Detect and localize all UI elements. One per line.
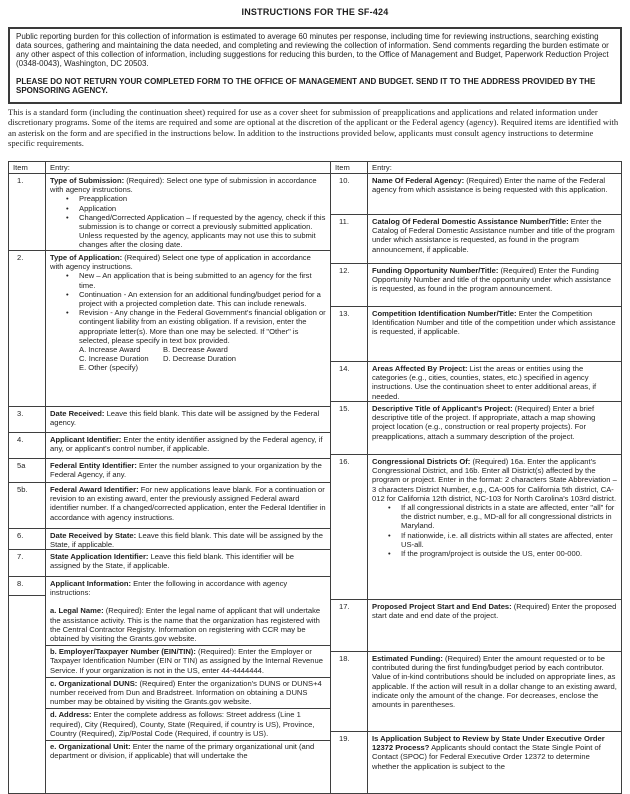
bullet-icon: •: [66, 271, 69, 281]
bullet-text: Continuation - An extension for an additional funding/budget period for a project with a projected completion date. This can include renewals.: [79, 289, 321, 309]
item-number-cell: [331, 732, 368, 794]
bullet-item: [50, 308, 326, 345]
item-header-cell: [331, 162, 368, 173]
entry-cell: [46, 577, 330, 794]
entry-cell: [368, 402, 621, 454]
entry-text: (Required) Enter the organization's DUNS or DUNS+4 number received from Dun and Bradstreet. Information on obtaining a DUNS number may be obtained by visiting the Grants.gov website.: [50, 678, 322, 707]
instruction-row: [331, 651, 621, 731]
bullet-icon: •: [66, 194, 69, 204]
entry-cell: [368, 732, 621, 794]
item-number-cell: [9, 407, 46, 432]
bullet-icon: •: [66, 203, 69, 213]
instruction-row: [9, 458, 330, 482]
entry-term: Estimated Funding:: [372, 654, 443, 663]
entry-cell: [368, 455, 621, 599]
item-number: 19.: [339, 734, 350, 743]
entry-text: Enter the entity identifier assigned by the Federal agency, if any, or applicant's control number, if applicable.: [50, 435, 323, 454]
bullet-item: [50, 290, 326, 308]
item-number-cell: [331, 402, 368, 454]
entry-text: (Required): Enter the legal name of applicant that will undertake the assistance activity. This is the name that the organization has registered with the Central Contractor Registry. Information on registering with CCR may be obtained by visiting the Grants.gov website.: [50, 606, 321, 644]
entry-text: (Required): Enter the Employer or Taxpayer Identification Number (EIN or TIN) as assigned by the Internal Revenue Service. If your organization is not in the US, enter 44-4444444.: [50, 647, 323, 675]
bullet-icon: •: [66, 308, 69, 318]
intro-paragraph: This is a standard form (including the continuation sheet) required for use as a cover sheet for submission of preapplications and applications and related information under discretionary programs. Some of the items are required and some are optional at the discretion of the applicant or the Federal agency (agency). Required items are identified with an asterisk on the form and are specified in the instructions below. In addition to the instructions provided below, applicants must consult agency instructions to determine specific requirements.: [8, 107, 619, 148]
instruction-row: [9, 406, 330, 432]
option-left: A. Increase Award: [79, 345, 141, 355]
item-number-cell: [331, 652, 368, 731]
option-right: D. Decrease Duration: [163, 354, 237, 364]
entry-text: Leave this field blank. This date will be assigned by the State, if applicable.: [50, 531, 323, 550]
entry-text: (Required) Select one type of application in accordance with agency instructions.: [50, 253, 311, 272]
bullet-icon: •: [388, 530, 391, 540]
entry-term: Is Application Subject to Review by State Under Executive Order 12372 Process?: [372, 734, 605, 753]
instruction-row: [9, 432, 330, 458]
entry-cell: [46, 550, 330, 576]
item-number: 8.: [9, 577, 45, 596]
item-number-cell: [9, 483, 46, 528]
instruction-row: [331, 454, 621, 599]
entry-cell: [368, 652, 621, 731]
item-number-cell: [331, 600, 368, 651]
instruction-row: [331, 599, 621, 651]
item-number: 11.: [339, 217, 349, 226]
sub-item-paragraph: [46, 677, 330, 709]
entry-paragraph: [372, 457, 617, 503]
entry-term: Proposed Project Start and End Dates:: [372, 602, 512, 611]
item-number: 14.: [339, 364, 350, 373]
option-pair: [50, 345, 326, 354]
instruction-row: [9, 576, 330, 794]
item-number-cell: [331, 215, 368, 263]
option-right: B. Decrease Award: [163, 345, 228, 355]
item-number-cell: [9, 459, 46, 482]
entry-paragraph: [50, 435, 326, 453]
entry-term: e. Organizational Unit:: [50, 742, 131, 752]
burden-warning: PLEASE DO NOT RETURN YOUR COMPLETED FORM TO THE OFFICE OF MANAGEMENT AND BUDGET. SEND IT TO THE ADDRESS PROVIDED BY THE SPONSORING AGENCY.: [16, 77, 596, 95]
sub-item-paragraph: [46, 740, 330, 762]
entry-term: c. Organizational DUNS:: [50, 678, 138, 688]
item-number-cell: [9, 577, 46, 794]
bullet-item: [50, 213, 326, 250]
instructions-table: [8, 161, 622, 794]
entry-paragraph: [50, 531, 326, 549]
entry-term: Date Received by State:: [50, 531, 137, 540]
item-number: 5a: [17, 461, 26, 470]
entry-text: Enter the Catalog of Federal Domestic Assistance number and title of the program under which assistance is requested, as found in the program announcement, if applicable.: [372, 217, 615, 254]
instruction-row: [331, 401, 621, 454]
bullet-item: [50, 204, 326, 213]
entry-paragraph: [372, 309, 617, 337]
entry-text: Enter the Competition Identification Number and title of the competition under which assistance is requested, if applicable.: [372, 309, 616, 337]
item-number-cell: [9, 251, 46, 406]
option-line: E. Other (specify): [79, 363, 139, 373]
item-number: 15.: [339, 404, 350, 413]
entry-text: (Required) Enter a brief descriptive title of the project. If appropriate, attach a map showing project location (e.g., construction or real property projects). For preapplications, attach a summary description of the project.: [372, 404, 596, 441]
entry-cell: [46, 529, 330, 549]
bullet-text: If all congressional districts in a state are affected, enter "all" for the district number, e.g., MD-all for all congressional districts in Maryland.: [401, 503, 615, 531]
table-header-row: [331, 162, 621, 173]
instruction-row: [9, 528, 330, 549]
bullet-item: [50, 194, 326, 203]
entry-term: d. Address:: [50, 710, 92, 720]
item-header-cell: [9, 162, 46, 173]
item-number: 4.: [17, 435, 24, 444]
bullet-text: If the program/project is outside the US, enter 00-000.: [401, 549, 583, 559]
entry-paragraph: [50, 552, 326, 570]
entry-term: Areas Affected By Project:: [372, 364, 468, 373]
entry-paragraph: [372, 734, 617, 771]
entry-cell: [46, 174, 330, 250]
entry-paragraph: [372, 176, 617, 194]
entry-header-cell: [46, 162, 330, 173]
entry-text: Enter the name of the primary organizational unit (and department or division, if applicable) that will undertake the: [50, 742, 315, 761]
instruction-row: [331, 731, 621, 794]
entry-cell: [368, 264, 621, 306]
entry-text: Applicants should contact the State Single Point of Contact (SPOC) for Federal Executive Order 12372 to determine whether the application is subject to the: [372, 743, 601, 771]
item-number: 10.: [339, 176, 350, 185]
entry-cell: [368, 215, 621, 263]
item-number: 1.: [17, 176, 24, 185]
entry-header-label: Entry:: [50, 163, 70, 172]
item-number-cell: [331, 264, 368, 306]
bullet-text: Changed/Corrected Application – If requested by the agency, check if this submission is to change or correct a previously submitted application. Unless requested by the agency, applicants may not use this to submit changes after the closing date.: [79, 212, 326, 250]
entry-text: (Required) Enter the name of the Federal agency from which assistance is being requested with this application.: [372, 176, 608, 195]
entry-term: Date Received:: [50, 409, 105, 418]
entry-paragraph: [372, 404, 617, 441]
burden-notice-box: [8, 27, 622, 104]
item-number-cell: [331, 362, 368, 401]
bullet-icon: •: [388, 549, 391, 559]
entry-text: For new applications leave blank. For a continuation or revision to an existing award, enter the previously assigned Federal award identifier number. If a changed/corrected application, enter the Federal Identifier in accordance with agency instructions.: [50, 485, 326, 522]
entry-cell: [46, 251, 330, 406]
bullet-text: New – An application that is being submitted to an agency for the first time.: [79, 271, 312, 290]
entry-term: Federal Award Identifier:: [50, 485, 139, 494]
sub-item-paragraph: [46, 605, 330, 645]
item-number: 13.: [339, 309, 350, 318]
entry-cell: [368, 362, 621, 401]
bullet-icon: •: [66, 289, 69, 299]
entry-term: Applicant Information:: [50, 579, 131, 588]
entry-term: State Application Identifier:: [50, 552, 149, 561]
entry-term: Applicant Identifier:: [50, 435, 122, 444]
entry-text: (Required) 16a. Enter the applicant's Congressional District, and 16b. Enter all District(s) affected by the program or project. Enter in the format: 2 characters State Abbreviation – 3 characters District Number, e.g., CA-005 for California 5th district, CA-012 for California 12th district, NC-103 for North Carolina's 103rd district.: [372, 457, 617, 503]
item-number-cell: [9, 550, 46, 576]
item-number-cell: [331, 455, 368, 599]
instruction-row: [331, 173, 621, 214]
entry-paragraph: [372, 602, 617, 620]
sub-item-paragraph: [46, 645, 330, 677]
bullet-text: If nationwide, i.e. all districts within all states are affected, enter US-all.: [401, 530, 613, 549]
right-column-table: [331, 162, 621, 793]
item-number: 12.: [339, 266, 350, 275]
bullet-item: [372, 549, 617, 558]
entry-paragraph: [50, 176, 326, 194]
instruction-row: [9, 549, 330, 576]
entry-term: Type of Submission:: [50, 176, 125, 185]
entry-paragraph: [50, 253, 326, 271]
option-left: C. Increase Duration: [79, 354, 149, 364]
entry-term: Type of Application:: [50, 253, 123, 262]
entry-text: (Required) Enter the amount requested or to be contributed during the first funding/budget period by each contributor. Value of in-kind contributions should be included on appropriate lines, as applicable. If the action will result in a dollar change to an existing award, indicate only the amount of the change. For decreases, enclose the amounts in parentheses.: [372, 654, 617, 710]
sub-item-paragraph: [46, 708, 330, 740]
entry-term: b. Employer/Taxpayer Number (EIN/TIN):: [50, 647, 196, 657]
entry-header-cell: [368, 162, 621, 173]
item-number: 18.: [339, 654, 350, 663]
page-title: INSTRUCTIONS FOR THE SF-424: [241, 7, 389, 17]
entry-cell: [46, 483, 330, 528]
entry-text: List the areas or entities using the categories (e.g., cities, counties, states, etc.) specified in agency instructions. Use the continuation sheet to enter additional areas, if needed.: [372, 364, 597, 401]
item-number: 5b.: [17, 485, 28, 494]
instruction-row: [9, 250, 330, 406]
item-number: 6.: [17, 531, 24, 540]
entry-paragraph: [50, 579, 326, 597]
entry-term: Competition Identification Number/Title:: [372, 309, 517, 318]
item-number-cell: [9, 529, 46, 549]
entry-paragraph: [372, 266, 617, 294]
entry-paragraph: [372, 654, 617, 709]
entry-cell: [368, 600, 621, 651]
entry-text: (Required) Enter the proposed start date and end date of the project.: [372, 602, 617, 621]
item-number: 3.: [17, 409, 24, 418]
option-pair: [50, 354, 326, 363]
bullet-icon: •: [388, 503, 391, 513]
entry-cell: [368, 174, 621, 214]
bullet-item: [372, 503, 617, 531]
item-number: 2.: [17, 253, 24, 262]
entry-text: (Required) Enter the Funding Opportunity Number and title of the opportunity under which assistance is requested, as found in the program announcement.: [372, 266, 611, 294]
entry-text: (Required): Select one type of submission in accordance with agency instructions.: [50, 176, 317, 195]
item-number: 17.: [339, 602, 350, 611]
entry-paragraph: [50, 409, 326, 427]
entry-term: Descriptive Title of Applicant's Project:: [372, 404, 513, 413]
item-number: 16.: [339, 457, 350, 466]
entry-paragraph: [372, 364, 617, 401]
bullet-icon: •: [66, 212, 69, 222]
entry-cell: [46, 433, 330, 458]
entry-term: Name Of Federal Agency:: [372, 176, 465, 185]
burden-paragraph: Public reporting burden for this collection of information is estimated to average 60 minutes per response, including time for reviewing instructions, searching existing data sources, gathering and maintaining the data needed, and completing and reviewing the collection of information. Send comments regarding the burden estimate or any other aspect of this collection of information, including suggestions for reducing this burden, to the Office of Management and Budget, Paperwork Reduction Project (0348-0043), Washington, DC 20503.: [16, 32, 609, 68]
entry-text: Enter the number assigned to your organization by the Federal Agency, if any.: [50, 461, 322, 480]
bullet-text: Preapplication: [79, 194, 128, 204]
entry-text: Enter the following in accordance with agency instructions:: [50, 579, 288, 598]
bullet-text: Revision - Any change in the Federal Government's financial obligation or contingent liability from an existing obligation. If a revision, enter the appropriate letter(s). More than one may be selected. If "Other" is selected, please specify in text box provided.: [79, 308, 326, 345]
item-number-cell: [9, 174, 46, 250]
item-header-label: Item: [13, 163, 28, 172]
entry-paragraph: [372, 217, 617, 254]
left-column-table: [9, 162, 331, 793]
bullet-item: [372, 531, 617, 549]
entry-header-label: Entry:: [372, 163, 392, 172]
entry-term: a. Legal Name:: [50, 606, 104, 616]
item-number-cell: [9, 433, 46, 458]
entry-text: Leave this field blank. This date will be assigned by the Federal agency.: [50, 409, 320, 428]
entry-paragraph: [50, 461, 326, 479]
entry-cell: [46, 459, 330, 482]
entry-term: Funding Opportunity Number/Title:: [372, 266, 499, 275]
entry-cell: [46, 407, 330, 432]
entry-cell: [368, 307, 621, 361]
bullet-item: [50, 271, 326, 289]
entry-text: Leave this field blank. This identifier will be assigned by the State, if applicable.: [50, 552, 294, 571]
instruction-row: [9, 482, 330, 528]
entry-term: Federal Entity Identifier:: [50, 461, 137, 470]
item-number-cell: [331, 174, 368, 214]
bullet-text: Application: [79, 203, 117, 213]
entry-term: Congressional Districts Of:: [372, 457, 471, 466]
instruction-row: [331, 263, 621, 306]
item-number-cell: [331, 307, 368, 361]
entry-paragraph: [50, 485, 326, 522]
item-number: 7.: [17, 552, 24, 561]
table-header-row: [9, 162, 330, 173]
entry-text: Enter the complete address as follows: Street address (Line 1 required), City (Required), County, State (Required, if country is US), Province, Country (Required), Zip/Postal Code (Required, if country is US).: [50, 710, 315, 738]
entry-term: Catalog Of Federal Domestic Assistance Number/Title:: [372, 217, 569, 226]
instruction-row: [331, 214, 621, 263]
instruction-row: [331, 306, 621, 361]
item-header-label: Item: [335, 163, 350, 172]
instruction-row: [331, 361, 621, 401]
instruction-row: [9, 173, 330, 250]
